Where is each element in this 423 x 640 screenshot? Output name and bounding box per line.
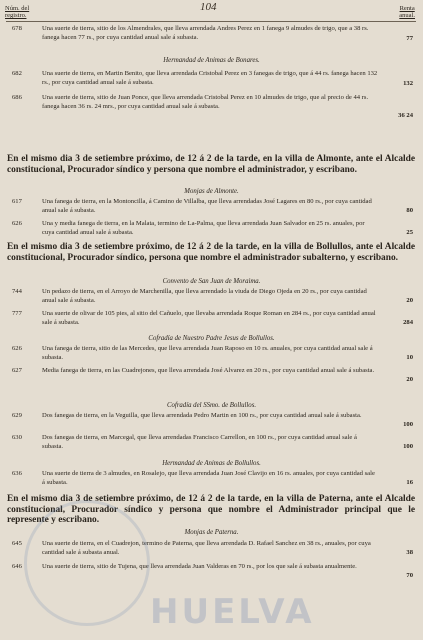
entry-annual-rent: 38	[406, 549, 413, 556]
entry-annual-rent: 20	[406, 376, 413, 383]
entry-description: Una suerte de tierra, sitio de Tujena, que lleva arrendada Juan Valderas en 70 rs., por los que sale á subasta anualmente.	[42, 563, 357, 570]
entry-description: Dos fanegas de tierra, en la Veguilla, que lleva arrendada Pedro Martin en 100 rs., por cuya cantidad anual sale á subasta.	[42, 412, 362, 419]
entry-annual-rent: 25	[406, 229, 413, 236]
property-entry	[0, 288, 423, 310]
entry-description: Una suerte de tierra de 3 almudes, en Rosalejo, que lleva arrendada Juan José Clavijo en 16 rs. anuales, por cuya cantidad sale á subasta.	[42, 470, 375, 486]
entry-description: Una suerte de tierra, sitio de Juan Ponce, que lleva arrendada Cristobal Perez en 10 almudes de trigo, que al precio de 44 rs. fanega hacen 36 rs. 24 mrs., por cuya cantidad anual sale á subasta.	[42, 94, 369, 110]
entry-annual-rent: 16	[406, 479, 413, 486]
entry-description: Un pedazo de tierra, en el Arroyo de Marchenilla, que lleva arrendado la viuda de Diego Ojeda en 20 rs., por cuya cantidad anual sale á subasta.	[42, 288, 367, 304]
section-heading: Monjas de Paterna.	[184, 529, 239, 536]
section-heading: Monjas de Almonte.	[184, 188, 239, 195]
entry-description: Una suerte de tierra, en el Cuadrejon, termino de Paterna, que lleva arrendada D. Rafael Sanchez en 38 rs., anuales, por cuya cantidad sale á subasta anual.	[42, 540, 371, 556]
auction-notice: En el mismo dia 3 de setiembre próximo, de 12 á 2 de la tarde, en la villa de Paterna, ante el Alcalde constitucional, Procurador síndico y persona que nombre el Administrador principal que le represente y escribano.	[7, 494, 415, 526]
entry-annual-rent: 80	[406, 207, 413, 214]
entry-description: Una suerte de tierra, sitio de los Almendrales, que lleva arrendada Andres Perez en 1 fanega 9 almudes de trigo, que a 38 rs. fanega hacen 77 rs., por cuya cantidad anual sale á subasta.	[42, 25, 369, 41]
entry-annual-rent: 20	[406, 297, 413, 304]
entry-annual-rent: 100	[403, 421, 413, 428]
property-entry	[0, 412, 423, 434]
entry-description: Dos fanegas de tierra, en Marcegal, que lleva arrendadas Francisco Carrellon, en 100 rs., por cuya cantidad anual sale á subasta.	[42, 434, 357, 450]
property-entry	[0, 345, 423, 367]
entry-register-number: 645	[12, 540, 22, 547]
annual-rent-column-header	[399, 5, 415, 19]
entry-register-number: 777	[12, 310, 22, 317]
entry-register-number: 678	[12, 25, 22, 32]
entry-register-number: 626	[12, 345, 22, 352]
header-rule	[6, 21, 416, 22]
section-heading: Cofradía de Nuestro Padre Jesus de Bollullos.	[148, 335, 275, 342]
property-entry	[0, 470, 423, 492]
entry-register-number: 744	[12, 288, 22, 295]
entry-register-number: 630	[12, 434, 22, 441]
property-entry	[0, 25, 423, 51]
archive-stamp-seal	[24, 500, 150, 626]
property-entry	[0, 367, 423, 389]
entry-annual-rent: 70	[406, 572, 413, 579]
register-number-column-header	[5, 5, 29, 19]
rent-header-line2: anual.	[399, 12, 415, 19]
register-header-line1: Núm. del	[5, 5, 30, 12]
property-entry	[0, 220, 423, 242]
entry-description: Una suerte de olivar de 105 pies, al sitio del Cañuelo, que llevaba arrendada Roque Roman en 284 rs., por cuya cantidad anual sale á subasta.	[42, 310, 376, 326]
section-heading: Hermandad de Animas de Bollullos.	[162, 460, 261, 467]
entry-description: Una fanega de tierra, en la Montoncilla, á Camino de Villalba, que lleva arrendadas José Lagares en 80 rs., por cuya cantidad anual sale á subasta.	[42, 198, 372, 214]
entry-annual-rent: 284	[403, 319, 413, 326]
section-heading: Hermandad de Animas de Bonares.	[163, 57, 260, 64]
page-number: 104	[200, 1, 217, 13]
rent-header-line1: Renta	[399, 5, 415, 12]
archive-watermark: HUELVA	[150, 592, 315, 632]
entry-annual-rent: 100	[403, 443, 413, 450]
section-heading: Convento de San Juan de Moraima.	[162, 278, 261, 285]
entry-register-number: 627	[12, 367, 22, 374]
section-heading: Cofradía del SSmo. de Bollullos.	[166, 402, 257, 409]
entry-description: Media fanega de tierra, en las Cuadrejones, que lleva arrendada José Alvarez en 20 rs., por cuya cantidad anual sale á subasta.	[42, 367, 375, 374]
property-entry	[0, 198, 423, 220]
entry-description: Una suerte de tierra, en Martin Benito, que lleva arrendada Cristobal Perez en 3 fanegas de trigo, que á 44 rs. fanega hacen 132 rs., por cuya cantidad anual sale á subasta.	[42, 70, 378, 86]
entry-register-number: 629	[12, 412, 22, 419]
entry-register-number: 646	[12, 563, 22, 570]
property-entry	[0, 70, 423, 94]
entry-description: Una y media fanega de tierra, en la Malata, termino de La-Palma, que lleva arrendada Juan Salvador en 25 rs. anuales, por cuya cantidad anual sale á subasta.	[42, 220, 365, 236]
property-entry	[0, 310, 423, 332]
entry-annual-rent: 132	[403, 80, 413, 87]
entry-register-number: 626	[12, 220, 22, 227]
entry-annual-rent: 77	[406, 35, 413, 42]
register-header-line2: registro.	[5, 12, 27, 19]
property-entry	[0, 94, 423, 124]
entry-register-number: 617	[12, 198, 22, 205]
auction-notice: En el mismo dia 3 de setiembre próximo, de 12 á 2 de la tarde, en la villa de Almonte, ante el Alcalde constitucional, Procurador síndico y persona que nombre el administrador, y escribano.	[7, 154, 415, 175]
auction-notice: En el mismo dia 3 de setiembre próximo, de 12 á 2 de la tarde, en la villa de Bollullos, ante el Alcalde constitucional, Procurador síndico, persona que nombre el administrador subalterno, y escribano.	[7, 242, 415, 263]
entry-description: Una fanega de tierra, sitio de las Mercedes, que lleva arrendada Juan Raposo en 10 rs. anuales, por cuya cantidad anual sale á subasta.	[42, 345, 373, 361]
entry-register-number: 686	[12, 94, 22, 101]
property-entry	[0, 434, 423, 456]
entry-annual-rent: 10	[406, 354, 413, 361]
entry-register-number: 636	[12, 470, 22, 477]
entry-register-number: 682	[12, 70, 22, 77]
entry-annual-rent: 36 24	[398, 112, 413, 119]
